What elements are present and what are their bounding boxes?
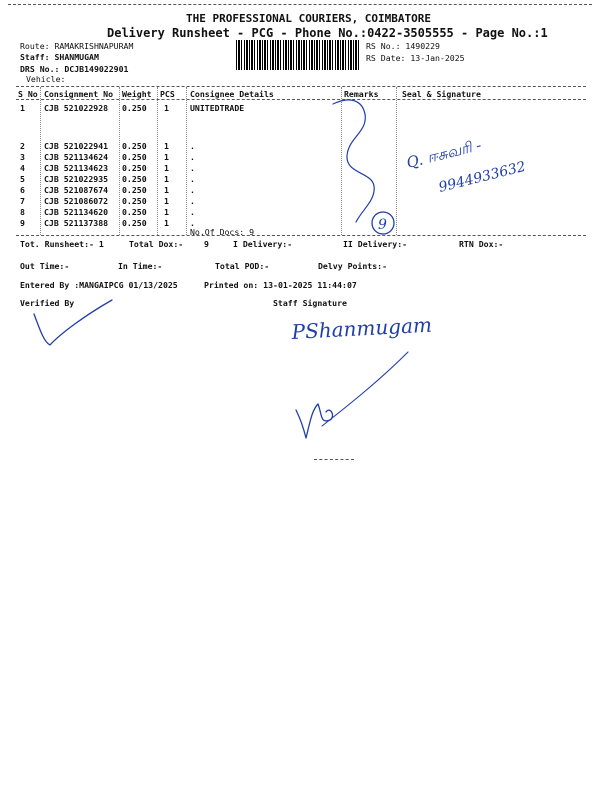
col-header-sno: S No	[18, 89, 38, 99]
row-weight: 0.250	[122, 207, 147, 217]
printed-on: Printed on: 13-01-2025 11:44:07	[204, 280, 357, 290]
row-pcs: 1	[164, 103, 169, 113]
row-weight: 0.250	[122, 163, 147, 173]
row-weight: 0.250	[122, 103, 147, 113]
row-sno: 3	[20, 152, 25, 162]
in-time: In Time:-	[118, 261, 163, 271]
row-consignment: CJB 521086072	[44, 196, 109, 206]
signature-slash-mark	[322, 352, 408, 426]
row-consignee: .	[190, 152, 195, 162]
col-header-pcs: PCS	[160, 89, 175, 99]
runsheet-title: Delivery Runsheet - PCG - Phone No.:0422-3505555 - Page No.:1	[107, 26, 548, 40]
col-header-seal: Seal & Signature	[402, 89, 481, 99]
col-header-remarks: Remarks	[344, 89, 379, 99]
tot-runsheet: Tot. Runsheet:- 1	[20, 239, 104, 249]
row-consignee: .	[190, 218, 195, 228]
row-consignee: UNITEDTRADE	[190, 103, 245, 113]
row-pcs: 1	[164, 207, 169, 217]
delvy-points: Delvy Points:-	[318, 261, 388, 271]
row-pcs: 1	[164, 141, 169, 151]
row-consignee: .	[190, 207, 195, 217]
row-consignment: CJB 521087674	[44, 185, 109, 195]
company-title: THE PROFESSIONAL COURIERS, COIMBATORE	[186, 12, 432, 25]
row-consignee: .	[190, 174, 195, 184]
bottom-rule	[314, 459, 354, 460]
row-pcs: 1	[164, 218, 169, 228]
row-consignment: CJB 521137388	[44, 218, 109, 228]
col-header-consignee: Consignee Details	[190, 89, 274, 99]
seal-handwriting-phone: 9944933632	[437, 158, 528, 196]
row-pcs: 1	[164, 185, 169, 195]
total-dox-value: 9	[204, 239, 209, 249]
route-label: Route: RAMAKRISHNAPURAM	[20, 41, 134, 51]
rs-date: RS Date: 13-Jan-2025	[366, 53, 465, 63]
verified-by-label: Verified By	[20, 298, 75, 308]
row-sno: 5	[20, 174, 25, 184]
row-consignee: .	[190, 196, 195, 206]
vehicle-label: Vehicle:	[26, 74, 66, 84]
seal-handwriting-line1: Q. ஈசுவரி -	[404, 135, 484, 172]
row-weight: 0.250	[122, 185, 147, 195]
row-consignment: CJB 521022935	[44, 174, 109, 184]
verified-checkmark	[34, 300, 112, 345]
row-consignment: CJB 521134624	[44, 152, 109, 162]
drs-number: DRS No.: DCJB149022901	[20, 64, 129, 74]
total-dox-label: Total Dox:-	[129, 239, 184, 249]
row-sno: 1	[20, 103, 25, 113]
no-of-docs: No.Of Docs: 9	[190, 227, 255, 237]
row-consignee: .	[190, 163, 195, 173]
row-pcs: 1	[164, 196, 169, 206]
staff-label: Staff: SHANMUGAM	[20, 52, 99, 62]
row-consignment: CJB 521022941	[44, 141, 109, 151]
row-consignee: .	[190, 185, 195, 195]
row-consignment: CJB 521134623	[44, 163, 109, 173]
staff-signature-label: Staff Signature	[273, 298, 347, 308]
out-time: Out Time:-	[20, 261, 70, 271]
row-consignee: .	[190, 141, 195, 151]
row-weight: 0.250	[122, 141, 147, 151]
remarks-squiggle-mark	[333, 100, 374, 222]
row-pcs: 1	[164, 174, 169, 184]
col-header-weight: Weight	[122, 89, 152, 99]
row-pcs: 1	[164, 163, 169, 173]
row-consignment: CJB 521134620	[44, 207, 109, 217]
col-header-consignment: Consignment No	[44, 89, 114, 99]
rs-number: RS No.: 1490229	[366, 41, 440, 51]
row-consignment: CJB 521022928	[44, 103, 109, 113]
row-weight: 0.250	[122, 196, 147, 206]
row-weight: 0.250	[122, 174, 147, 184]
signature-initials-mark	[296, 404, 333, 438]
row-weight: 0.250	[122, 218, 147, 228]
total-pod: Total POD:-	[215, 261, 270, 271]
staff-signature-handwriting: PShanmugam	[291, 312, 433, 344]
row-sno: 7	[20, 196, 25, 206]
row-weight: 0.250	[122, 152, 147, 162]
ii-delivery: II Delivery:-	[343, 239, 408, 249]
i-delivery: I Delivery:-	[233, 239, 293, 249]
row-sno: 4	[20, 163, 25, 173]
row-sno: 2	[20, 141, 25, 151]
remarks-count: 9	[378, 217, 387, 233]
row-sno: 6	[20, 185, 25, 195]
row-sno: 8	[20, 207, 25, 217]
row-pcs: 1	[164, 152, 169, 162]
rtn-dox: RTN Dox:-	[459, 239, 504, 249]
entered-by: Entered By :MANGAIPCG 01/13/2025	[20, 280, 178, 290]
row-sno: 9	[20, 218, 25, 228]
